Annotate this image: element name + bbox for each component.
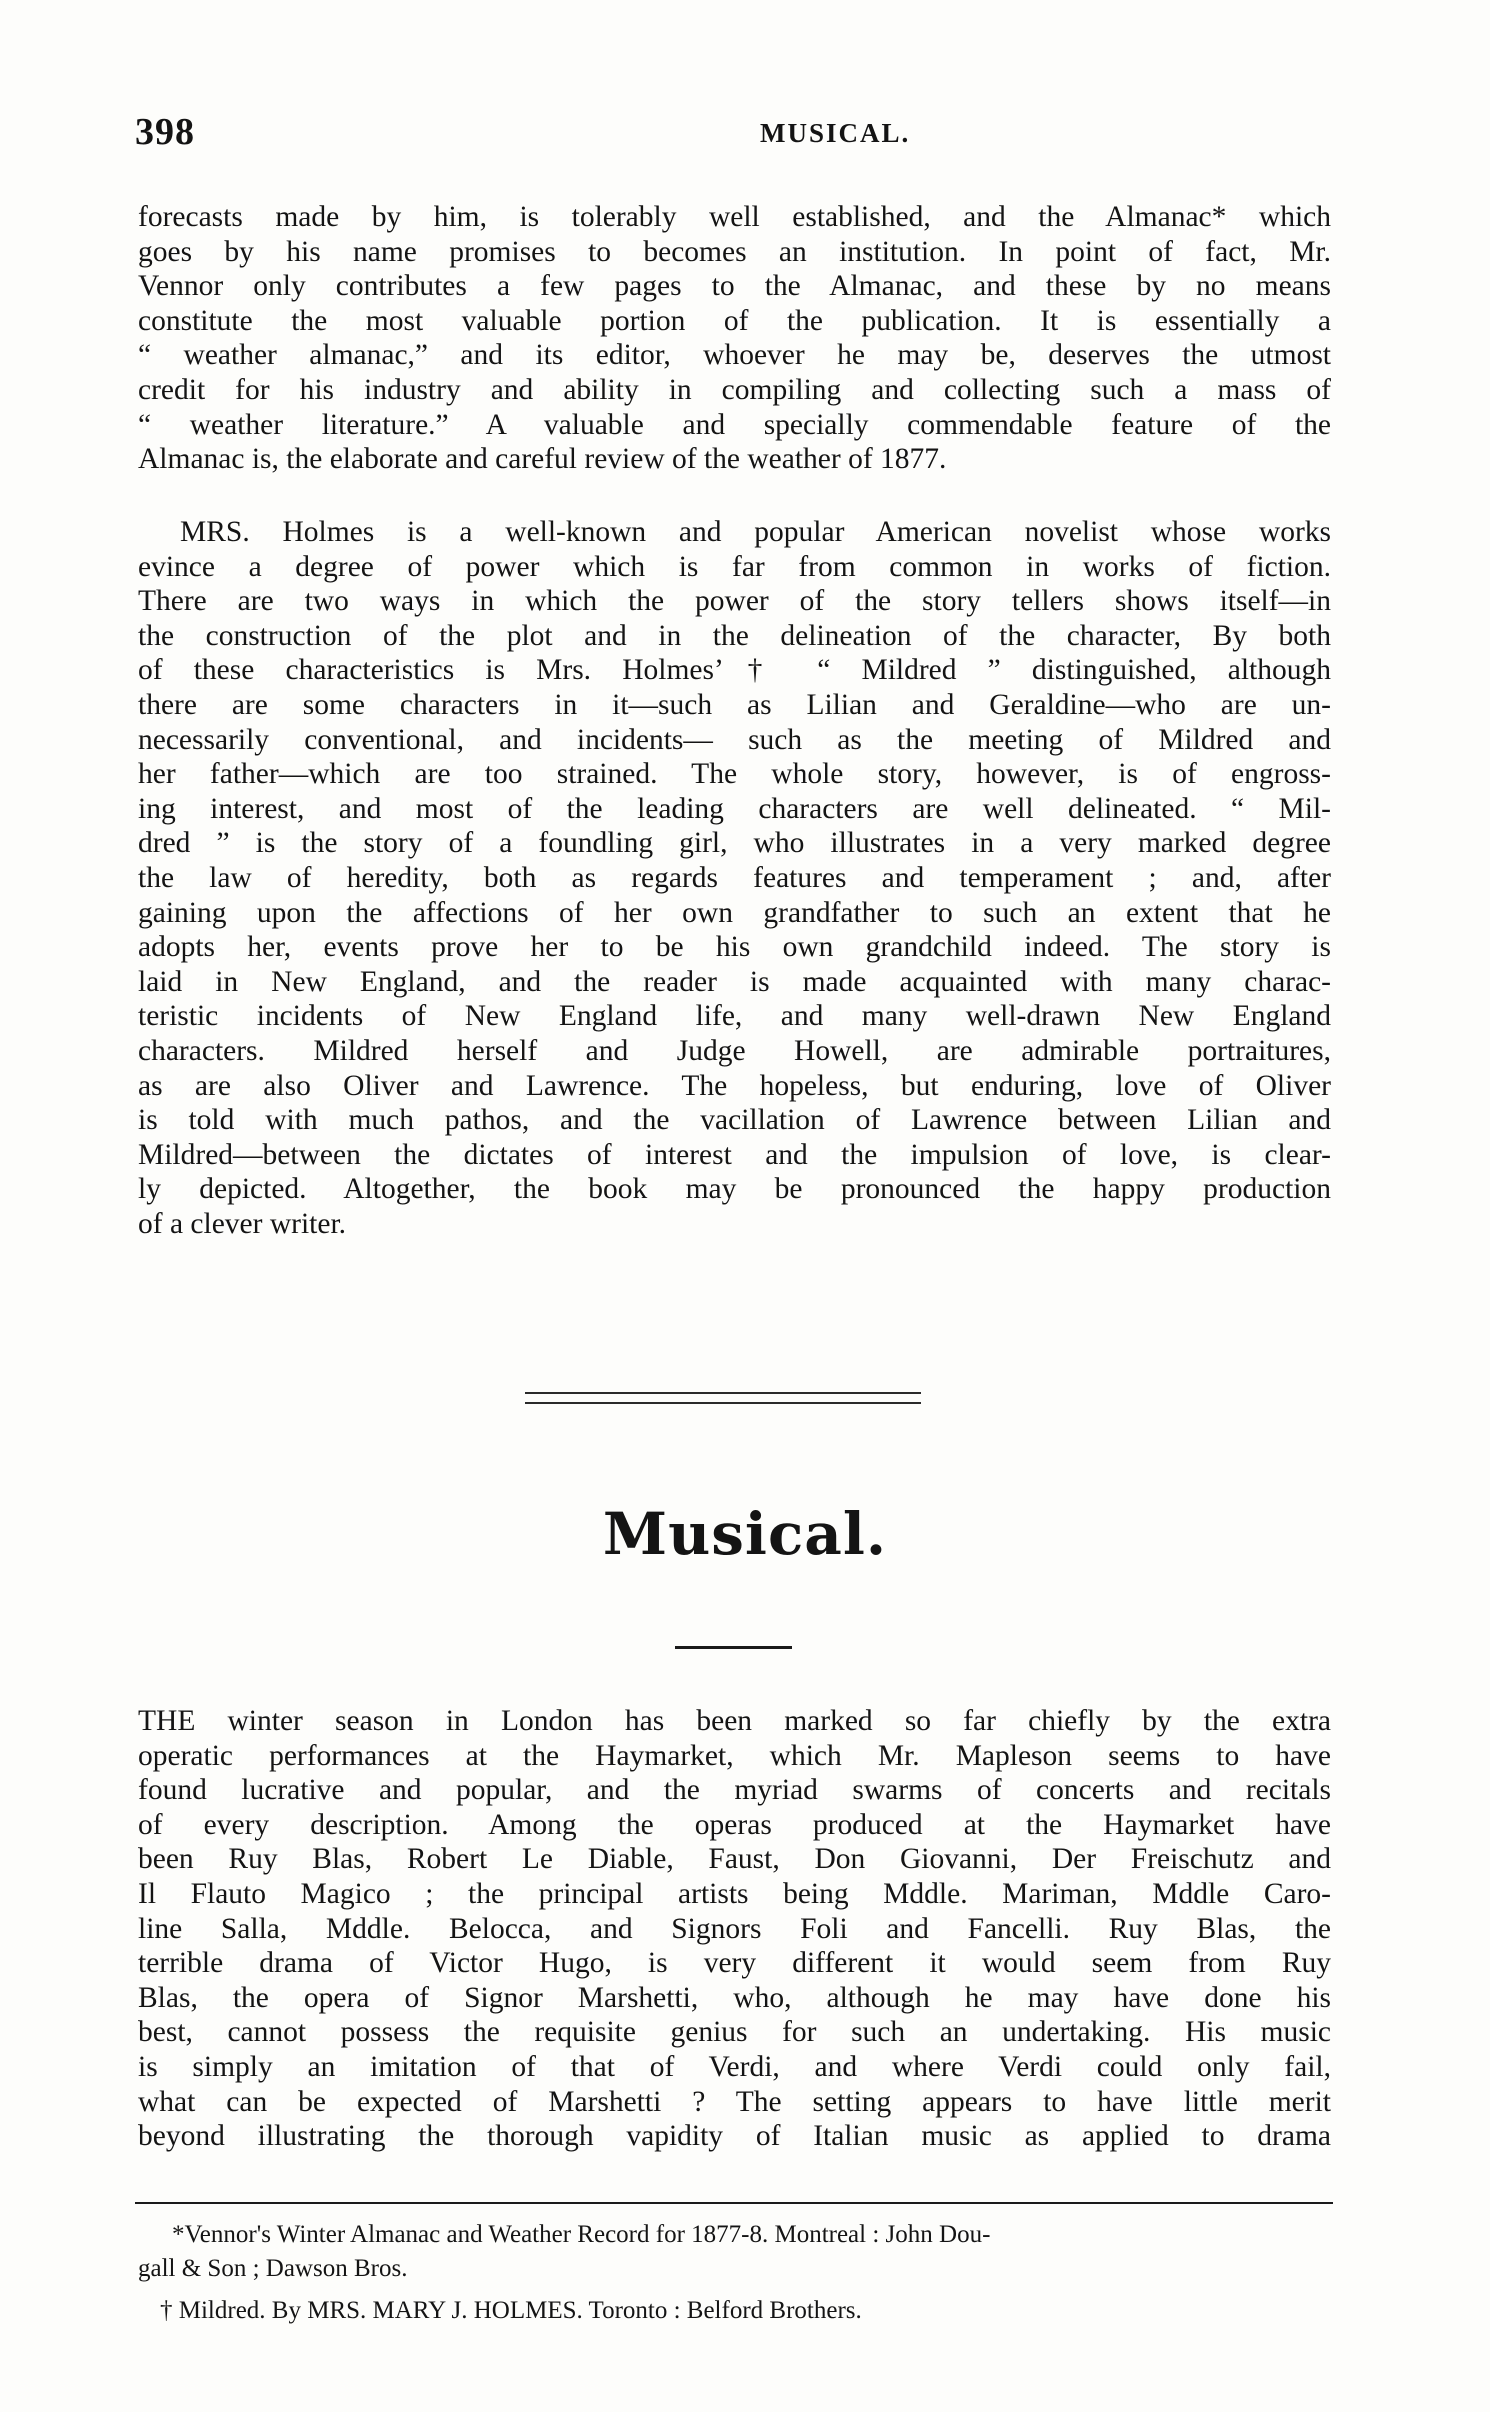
text-line: constitute the most valuable portion of the publication. It is essentially a [138, 304, 1331, 337]
footnote-rule [135, 2202, 1333, 2204]
text-line: forecasts made by him, is tolerably well established, and the Almanac* which [138, 201, 1331, 233]
text-line: “ weather almanac,” and its editor, whoever he may be, deserves the utmost [138, 339, 1331, 372]
text-line: “ weather literature.” A valuable and specially commendable feature of the [138, 408, 1331, 441]
footnote-vennor-line-2: gall & Son ; Dawson Bros. [138, 2255, 408, 2282]
section-title: Musical. [602, 1500, 888, 1568]
text-line: been Ruy Blas, Robert Le Diable, Faust, Don Giovanni, Der Freischutz and [138, 1843, 1331, 1876]
text-line: MRS. Holmes is a well-known and popular American novelist whose works [180, 516, 1331, 548]
text-line: Mildred—between the dictates of interest and the impulsion of love, is clear- [138, 1138, 1331, 1171]
text-line: Almanac is, the elaborate and careful review of the weather of 1877. [138, 443, 947, 476]
text-line: her father—which are too strained. The whole story, however, is of engross- [138, 758, 1331, 791]
text-line: the construction of the plot and in the delineation of the character, By both [138, 619, 1331, 652]
text-line: characters. Mildred herself and Judge Howell, are admirable portraitures, [138, 1034, 1331, 1067]
text-line: beyond illustrating the thorough vapidity of Italian music as applied to drama [138, 2120, 1331, 2153]
text-line: necessarily conventional, and incidents— such as the meeting of Mildred and [138, 723, 1331, 756]
text-line: Vennor only contributes a few pages to the Almanac, and these by no means [138, 270, 1331, 303]
text-line: line Salla, Mddle. Belocca, and Signors Foli and Fancelli. Ruy Blas, the [138, 1912, 1331, 1945]
footnotes [138, 2218, 1333, 2328]
text-line: of a clever writer. [138, 1207, 347, 1240]
text-line: operatic performances at the Haymarket, which Mr. Mapleson seems to have [138, 1739, 1331, 1772]
text-line: of these characteristics is Mrs. Holmes’† “ Mildred ” distinguished, although [138, 654, 1331, 687]
text-line: THE winter season in London has been marked so far chiefly by the extra [138, 1705, 1331, 1737]
text-line: as are also Oliver and Lawrence. The hopeless, but enduring, love of Oliver [138, 1069, 1331, 1102]
text-line: is told with much pathos, and the vacillation of Lawrence between Lilian and [138, 1104, 1331, 1137]
text-line: the law of heredity, both as regards features and temperament ; and, after [138, 861, 1331, 894]
text-line: ly depicted. Altogether, the book may be pronounced the happy production [138, 1173, 1331, 1206]
text-line: found lucrative and popular, and the myriad swarms of concerts and recitals [138, 1774, 1331, 1807]
section-divider-rule [525, 1402, 921, 1404]
text-line: There are two ways in which the power of the story tellers shows itself—in [138, 585, 1331, 618]
text-line: what can be expected of Marshetti ? The setting appears to have little merit [138, 2085, 1331, 2118]
text-line: dred ” is the story of a foundling girl, who illustrates in a very marked degree [138, 827, 1331, 860]
running-head: MUSICAL. [760, 118, 911, 148]
text-line: evince a degree of power which is far from common in works of fiction. [138, 550, 1331, 583]
text-line: teristic incidents of New England life, and many well-drawn New England [138, 1000, 1331, 1033]
text-line: laid in New England, and the reader is made acquainted with many charac- [138, 965, 1331, 998]
text-line: Blas, the opera of Signor Marshetti, who, although he may have done his [138, 1981, 1331, 2014]
text-line: Il Flauto Magico ; the principal artists being Mddle. Mariman, Mddle Caro- [138, 1877, 1331, 1910]
section-divider-rule [525, 1392, 921, 1394]
footnote-vennor-line-1: *Vennor's Winter Almanac and Weather Record for 1877-8. Montreal : John Dou- [172, 2221, 991, 2248]
text-line: goes by his name promises to becomes an institution. In point of fact, Mr. [138, 235, 1331, 268]
text-line: gaining upon the affections of her own grandfather to such an extent that he [138, 896, 1331, 929]
text-line: credit for his industry and ability in compiling and collecting such a mass of [138, 373, 1331, 406]
text-line: of every description. Among the operas produced at the Haymarket have [138, 1808, 1331, 1841]
text-line: ing interest, and most of the leading characters are well delineated. “ Mil- [138, 792, 1331, 825]
text-line: adopts her, events prove her to be his own grandchild indeed. The story is [138, 931, 1331, 964]
paragraph-mildred-review [138, 515, 1331, 1241]
title-underline-rule [675, 1646, 792, 1649]
text-line: terrible drama of Victor Hugo, is very different it would seem from Ruy [138, 1947, 1331, 1980]
paragraph-almanac-review [138, 200, 1331, 477]
text-line: best, cannot possess the requisite genius for such an undertaking. His music [138, 2016, 1331, 2049]
page-number: 398 [135, 111, 195, 153]
page-header [135, 110, 1335, 160]
footnote-mildred: † Mildred. By MRS. MARY J. HOLMES. Toronto : Belford Brothers. [160, 2297, 862, 2324]
text-line: is simply an imitation of that of Verdi, and where Verdi could only fail, [138, 2050, 1331, 2083]
text-line: there are some characters in it—such as Lilian and Geraldine—who are un- [138, 688, 1331, 721]
paragraph-musical-season [138, 1704, 1331, 2154]
